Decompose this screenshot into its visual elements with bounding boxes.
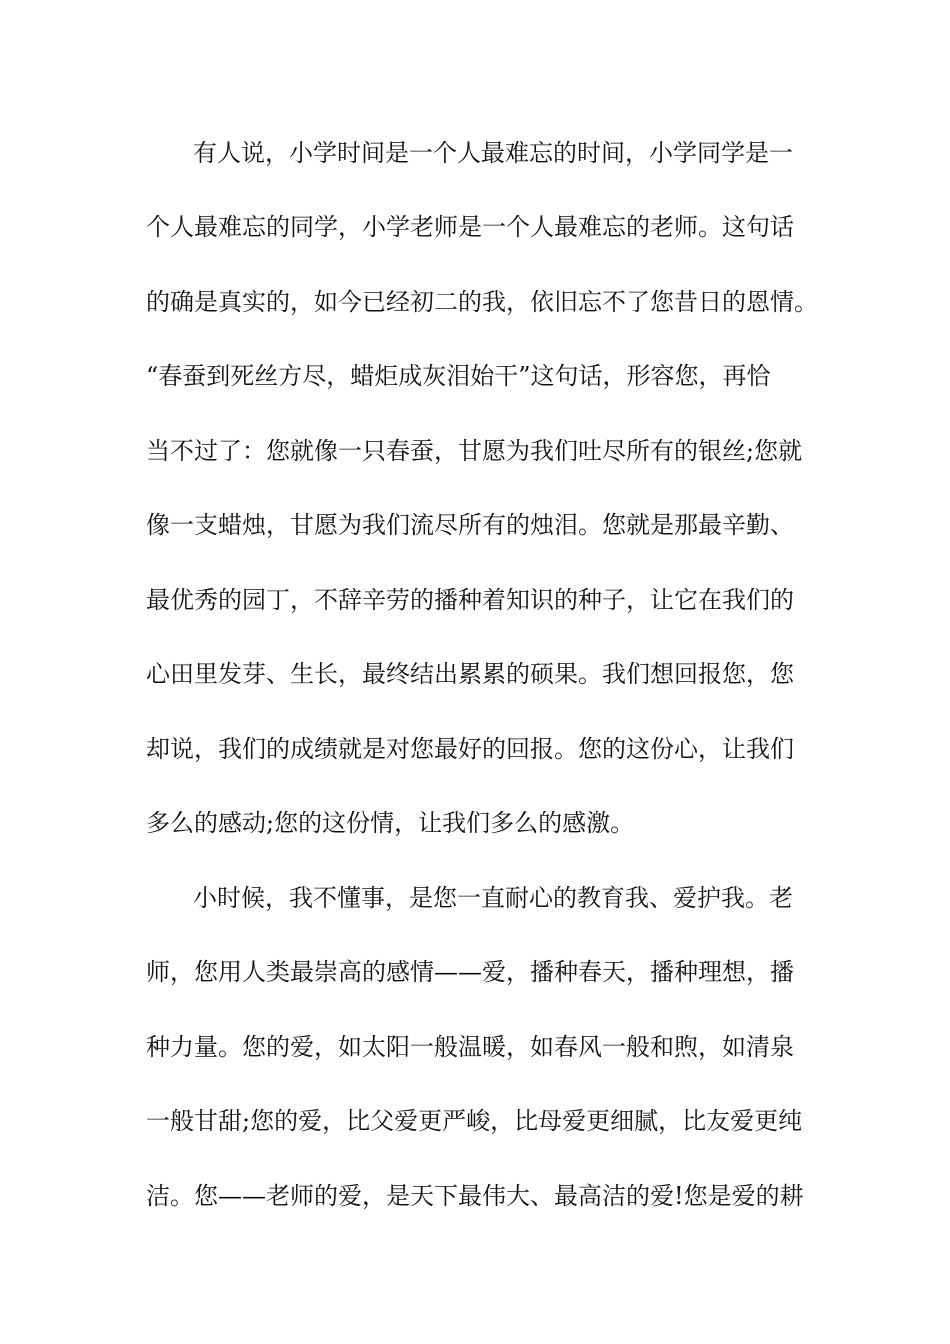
text-line: 师，您用人类最崇高的感情——爱，播种春天，播种理想，播	[146, 958, 794, 986]
text-line: 像一支蜡烛，甘愿为我们流尽所有的烛泪。您就是那最辛勤、	[146, 511, 794, 539]
text-line: 小时候，我不懂事，是您一直耐心的教育我、爱护我。老	[193, 884, 793, 912]
text-line: 洁。您——老师的爱，是天下最伟大、最高洁的爱!您是爱的耕	[146, 1182, 804, 1210]
text-line: 心田里发芽、生长，最终结出累累的硕果。我们想回报您，您	[146, 660, 794, 688]
text-line: 却说，我们的成绩就是对您最好的回报。您的这份心，让我们	[146, 735, 794, 763]
text-line: 个人最难忘的同学，小学老师是一个人最难忘的老师。这句话	[146, 213, 794, 241]
text-line: 的确是真实的，如今已经初二的我，依旧忘不了您昔日的恩情。	[146, 288, 818, 316]
text-line: 一般甘甜;您的爱，比父爱更严峻，比母爱更细腻，比友爱更纯	[146, 1107, 803, 1135]
text-line: 当不过了：您就像一只春蚕，甘愿为我们吐尽所有的银丝;您就	[146, 437, 803, 465]
text-line: 多么的感动;您的这份情，让我们多么的感激。	[146, 809, 635, 837]
text-line: 最优秀的园丁，不辞辛劳的播种着知识的种子，让它在我们的	[146, 586, 794, 614]
text-line: 种力量。您的爱，如太阳一般温暖，如春风一般和煦，如清泉	[146, 1033, 794, 1061]
text-line: 有人说，小学时间是一个人最难忘的时间，小学同学是一	[193, 139, 793, 167]
text-line: “春蚕到死丝方尽，蜡炬成灰泪始干”这句话，形容您，再恰	[146, 362, 771, 390]
